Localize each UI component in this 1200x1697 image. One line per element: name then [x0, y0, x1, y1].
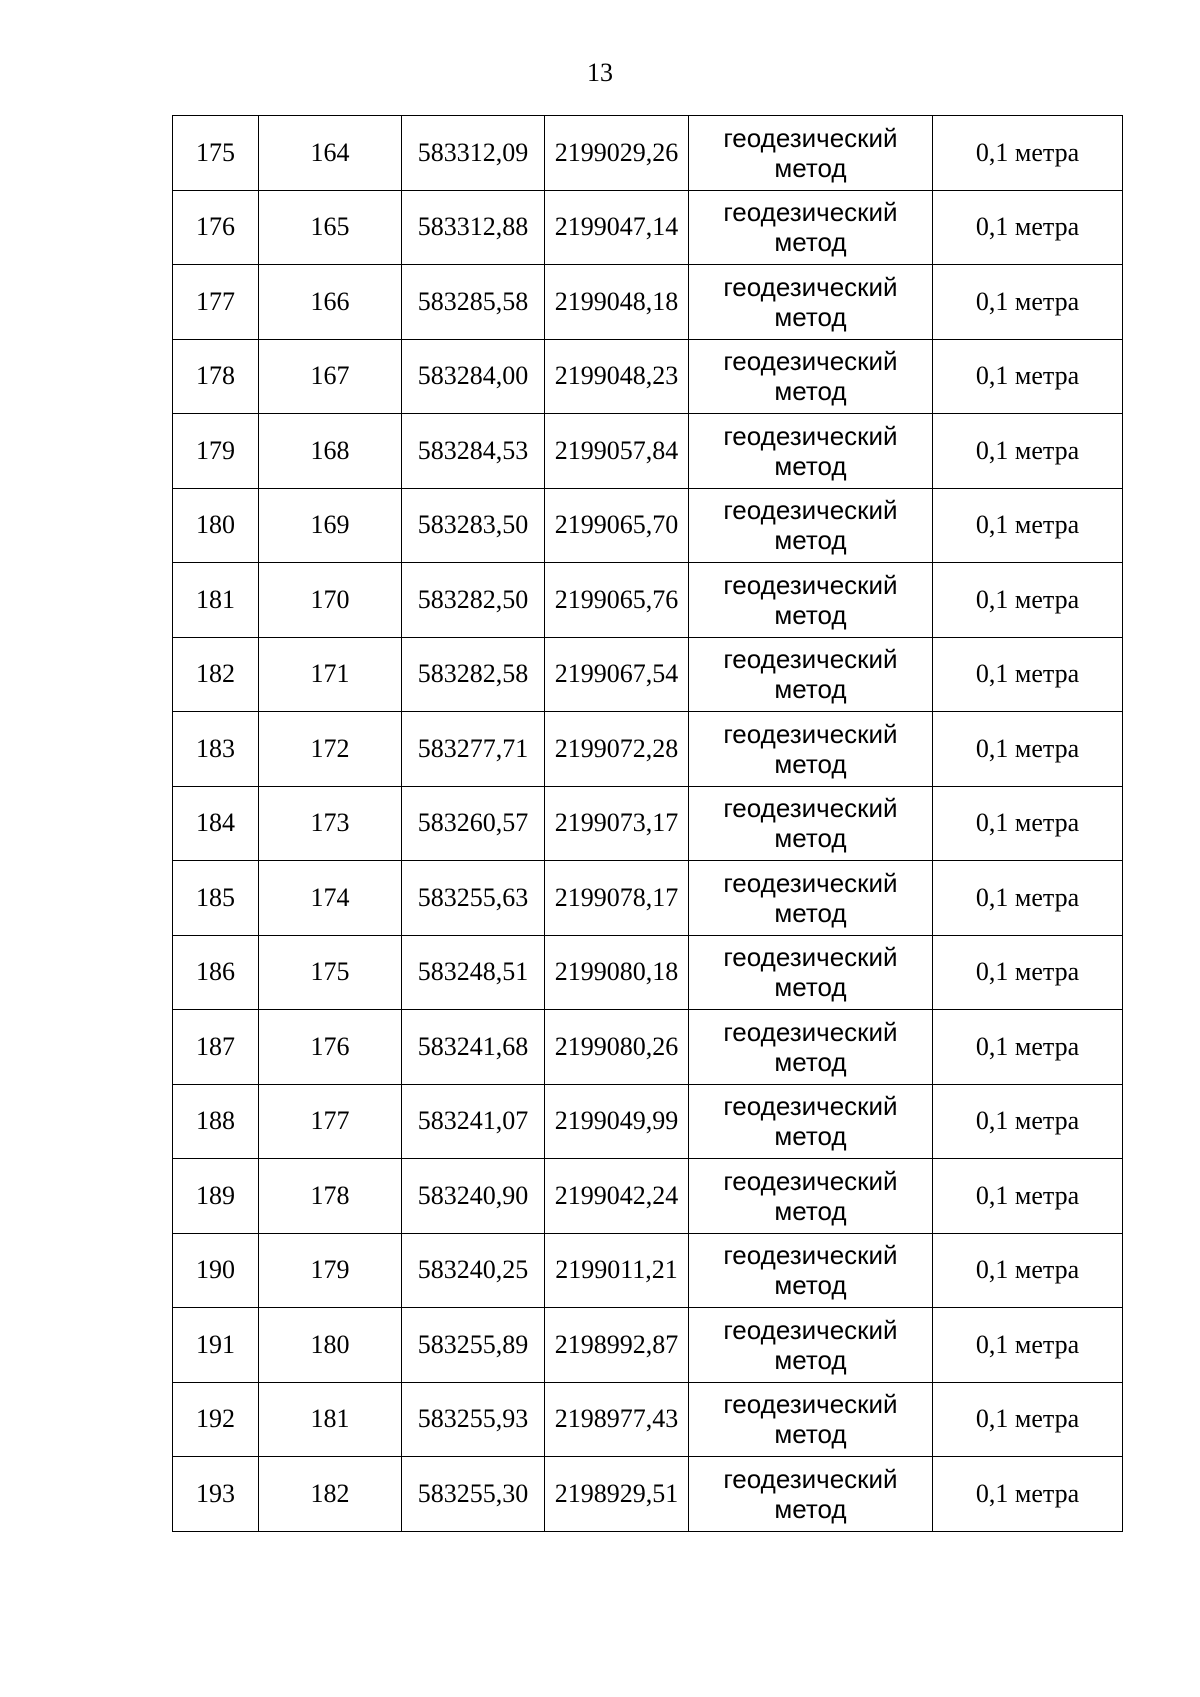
table-row [173, 1010, 1123, 1085]
method-line-2: метод [774, 823, 847, 854]
accuracy-cell: 0,1 метра [933, 339, 1123, 414]
table-row [173, 1382, 1123, 1457]
point-number-cell: 174 [259, 861, 402, 936]
point-number-cell: 171 [259, 637, 402, 712]
accuracy-cell: 0,1 метра [933, 786, 1123, 861]
point-number-cell: 178 [259, 1159, 402, 1234]
method-line-1: геодезический [723, 197, 898, 228]
row-number-cell: 190 [173, 1233, 259, 1308]
y-coordinate-cell: 2199072,28 [545, 712, 689, 787]
y-coordinate-cell: 2199073,17 [545, 786, 689, 861]
table-row [173, 786, 1123, 861]
y-coordinate-cell: 2199080,26 [545, 1010, 689, 1085]
x-coordinate-cell: 583241,07 [402, 1084, 545, 1159]
table-row [173, 563, 1123, 638]
row-number-cell: 185 [173, 861, 259, 936]
row-number-cell: 180 [173, 488, 259, 563]
accuracy-cell: 0,1 метра [933, 1233, 1123, 1308]
row-number-cell: 184 [173, 786, 259, 861]
x-coordinate-cell: 583277,71 [402, 712, 545, 787]
row-number-cell: 177 [173, 265, 259, 340]
method-line-2: метод [774, 227, 847, 258]
y-coordinate-cell: 2198992,87 [545, 1308, 689, 1383]
method-cell [689, 339, 933, 414]
method-cell [689, 1382, 933, 1457]
row-number-cell: 181 [173, 563, 259, 638]
method-line-1: геодезический [723, 1463, 898, 1494]
row-number-cell: 182 [173, 637, 259, 712]
y-coordinate-cell: 2199080,18 [545, 935, 689, 1010]
method-line-1: геодезический [723, 1165, 898, 1196]
method-line-2: метод [774, 748, 847, 779]
y-coordinate-cell: 2199057,84 [545, 414, 689, 489]
y-coordinate-cell: 2199047,14 [545, 190, 689, 265]
table-row [173, 116, 1123, 191]
y-coordinate-cell: 2199049,99 [545, 1084, 689, 1159]
accuracy-cell: 0,1 метра [933, 861, 1123, 936]
method-line-2: метод [774, 1121, 847, 1152]
method-cell [689, 488, 933, 563]
table-row [173, 935, 1123, 1010]
method-cell [689, 265, 933, 340]
accuracy-cell: 0,1 метра [933, 563, 1123, 638]
x-coordinate-cell: 583241,68 [402, 1010, 545, 1085]
coordinates-table [172, 115, 1123, 1532]
method-line-2: метод [774, 1419, 847, 1450]
accuracy-cell: 0,1 метра [933, 637, 1123, 712]
method-line-2: метод [774, 972, 847, 1003]
table-row [173, 1457, 1123, 1532]
page-number: 13 [587, 58, 613, 87]
method-line-2: метод [774, 301, 847, 332]
point-number-cell: 175 [259, 935, 402, 1010]
method-cell [689, 861, 933, 936]
method-cell [689, 1457, 933, 1532]
table-row [173, 488, 1123, 563]
method-line-2: метод [774, 450, 847, 481]
point-number-cell: 166 [259, 265, 402, 340]
table-row [173, 637, 1123, 712]
point-number-cell: 170 [259, 563, 402, 638]
row-number-cell: 176 [173, 190, 259, 265]
accuracy-cell: 0,1 метра [933, 712, 1123, 787]
method-line-1: геодезический [723, 1389, 898, 1420]
x-coordinate-cell: 583255,63 [402, 861, 545, 936]
table-row [173, 414, 1123, 489]
y-coordinate-cell: 2199078,17 [545, 861, 689, 936]
row-number-cell: 193 [173, 1457, 259, 1532]
y-coordinate-cell: 2199065,76 [545, 563, 689, 638]
table-row [173, 1233, 1123, 1308]
method-cell [689, 116, 933, 191]
point-number-cell: 167 [259, 339, 402, 414]
accuracy-cell: 0,1 метра [933, 1010, 1123, 1085]
x-coordinate-cell: 583255,89 [402, 1308, 545, 1383]
row-number-cell: 178 [173, 339, 259, 414]
table-row [173, 1084, 1123, 1159]
method-cell [689, 1233, 933, 1308]
row-number-cell: 188 [173, 1084, 259, 1159]
method-line-1: геодезический [723, 793, 898, 824]
method-cell [689, 1084, 933, 1159]
method-line-2: метод [774, 1344, 847, 1375]
point-number-cell: 165 [259, 190, 402, 265]
accuracy-cell: 0,1 метра [933, 1308, 1123, 1383]
row-number-cell: 183 [173, 712, 259, 787]
method-line-1: геодезический [723, 420, 898, 451]
method-line-2: метод [774, 897, 847, 928]
accuracy-cell: 0,1 метра [933, 190, 1123, 265]
y-coordinate-cell: 2198929,51 [545, 1457, 689, 1532]
x-coordinate-cell: 583282,50 [402, 563, 545, 638]
table-row [173, 1308, 1123, 1383]
method-cell [689, 637, 933, 712]
method-line-2: метод [774, 525, 847, 556]
table-row [173, 1159, 1123, 1234]
accuracy-cell: 0,1 метра [933, 1382, 1123, 1457]
method-line-2: метод [774, 1046, 847, 1077]
point-number-cell: 182 [259, 1457, 402, 1532]
method-line-1: геодезический [723, 1240, 898, 1271]
method-line-2: метод [774, 599, 847, 630]
y-coordinate-cell: 2199029,26 [545, 116, 689, 191]
accuracy-cell: 0,1 метра [933, 935, 1123, 1010]
y-coordinate-cell: 2199011,21 [545, 1233, 689, 1308]
x-coordinate-cell: 583312,88 [402, 190, 545, 265]
method-line-2: метод [774, 1270, 847, 1301]
method-line-1: геодезический [723, 271, 898, 302]
method-line-2: метод [774, 674, 847, 705]
method-line-1: геодезический [723, 718, 898, 749]
y-coordinate-cell: 2199042,24 [545, 1159, 689, 1234]
method-cell [689, 190, 933, 265]
x-coordinate-cell: 583248,51 [402, 935, 545, 1010]
method-line-1: геодезический [723, 569, 898, 600]
x-coordinate-cell: 583312,09 [402, 116, 545, 191]
x-coordinate-cell: 583282,58 [402, 637, 545, 712]
x-coordinate-cell: 583283,50 [402, 488, 545, 563]
method-line-1: геодезический [723, 644, 898, 675]
point-number-cell: 173 [259, 786, 402, 861]
point-number-cell: 172 [259, 712, 402, 787]
x-coordinate-cell: 583240,90 [402, 1159, 545, 1234]
method-cell [689, 1010, 933, 1085]
method-line-1: геодезический [723, 122, 898, 153]
x-coordinate-cell: 583260,57 [402, 786, 545, 861]
method-cell [689, 414, 933, 489]
table-row [173, 861, 1123, 936]
accuracy-cell: 0,1 метра [933, 116, 1123, 191]
method-line-1: геодезический [723, 942, 898, 973]
point-number-cell: 179 [259, 1233, 402, 1308]
method-line-2: метод [774, 1195, 847, 1226]
y-coordinate-cell: 2199067,54 [545, 637, 689, 712]
point-number-cell: 180 [259, 1308, 402, 1383]
x-coordinate-cell: 583255,93 [402, 1382, 545, 1457]
method-cell [689, 1159, 933, 1234]
row-number-cell: 189 [173, 1159, 259, 1234]
table-row [173, 265, 1123, 340]
point-number-cell: 181 [259, 1382, 402, 1457]
method-line-1: геодезический [723, 1091, 898, 1122]
table-row [173, 712, 1123, 787]
method-line-1: геодезический [723, 867, 898, 898]
row-number-cell: 187 [173, 1010, 259, 1085]
point-number-cell: 176 [259, 1010, 402, 1085]
method-line-1: геодезический [723, 1016, 898, 1047]
accuracy-cell: 0,1 метра [933, 1084, 1123, 1159]
y-coordinate-cell: 2198977,43 [545, 1382, 689, 1457]
row-number-cell: 179 [173, 414, 259, 489]
method-cell [689, 935, 933, 1010]
row-number-cell: 186 [173, 935, 259, 1010]
accuracy-cell: 0,1 метра [933, 488, 1123, 563]
method-cell [689, 786, 933, 861]
y-coordinate-cell: 2199065,70 [545, 488, 689, 563]
method-line-1: геодезический [723, 1314, 898, 1345]
method-cell [689, 1308, 933, 1383]
table-body [173, 116, 1123, 1532]
accuracy-cell: 0,1 метра [933, 414, 1123, 489]
row-number-cell: 191 [173, 1308, 259, 1383]
x-coordinate-cell: 583240,25 [402, 1233, 545, 1308]
point-number-cell: 169 [259, 488, 402, 563]
method-line-2: метод [774, 152, 847, 183]
accuracy-cell: 0,1 метра [933, 265, 1123, 340]
row-number-cell: 192 [173, 1382, 259, 1457]
method-cell [689, 563, 933, 638]
row-number-cell: 175 [173, 116, 259, 191]
table-row [173, 190, 1123, 265]
method-line-2: метод [774, 1493, 847, 1524]
table-row [173, 339, 1123, 414]
point-number-cell: 177 [259, 1084, 402, 1159]
method-line-1: геодезический [723, 346, 898, 377]
x-coordinate-cell: 583285,58 [402, 265, 545, 340]
method-line-2: метод [774, 376, 847, 407]
accuracy-cell: 0,1 метра [933, 1457, 1123, 1532]
method-line-1: геодезический [723, 495, 898, 526]
point-number-cell: 168 [259, 414, 402, 489]
x-coordinate-cell: 583284,53 [402, 414, 545, 489]
y-coordinate-cell: 2199048,23 [545, 339, 689, 414]
point-number-cell: 164 [259, 116, 402, 191]
y-coordinate-cell: 2199048,18 [545, 265, 689, 340]
x-coordinate-cell: 583284,00 [402, 339, 545, 414]
accuracy-cell: 0,1 метра [933, 1159, 1123, 1234]
x-coordinate-cell: 583255,30 [402, 1457, 545, 1532]
method-cell [689, 712, 933, 787]
